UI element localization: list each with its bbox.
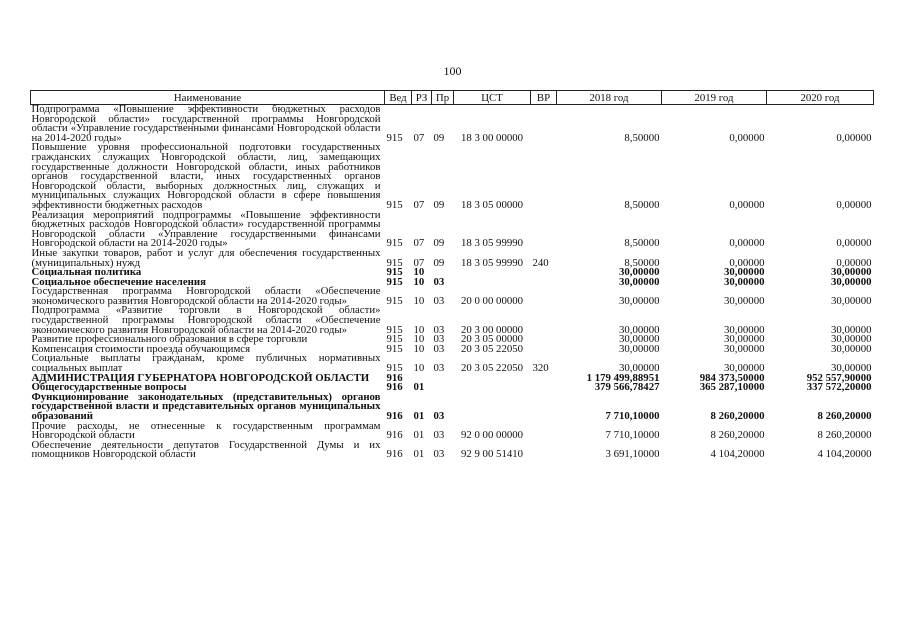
row-cst: 20 0 00 00000 [460, 294, 524, 307]
row-pr: 09 [433, 256, 445, 269]
row-name: Государственная программа Новгородской области «Обеспечение экономического развития Новгородской области на 2014-2020 годы» [31, 285, 381, 307]
row-value-2019: 365 287,10000 [699, 381, 765, 394]
row-ved: 915 [386, 294, 403, 307]
row-pr: 03 [433, 323, 445, 336]
row-ved: 915 [386, 256, 403, 269]
row-pr: 03 [433, 410, 445, 422]
row-vr [531, 211, 557, 249]
row-cst [454, 374, 531, 384]
row-vr [531, 105, 557, 144]
row-value-2018: 8,50000 [624, 237, 660, 250]
row-name: Функционирование законодательных (представительных) органов государственной власти и представительных органов муниципальных образований [31, 390, 381, 422]
row-cst: 20 3 05 22050 [460, 342, 524, 355]
table-body [31, 105, 874, 460]
row-value-2020: 30,00000 [831, 333, 872, 346]
row-value-2019: 30,00000 [724, 275, 765, 288]
row-value-2019: 0,00000 [729, 131, 765, 144]
row-value-2018: 30,00000 [619, 294, 660, 307]
row-pr: 03 [433, 362, 445, 375]
row-ved: 915 [386, 266, 403, 279]
row-cst: 20 3 00 00000 [460, 323, 524, 336]
row-ved: 915 [386, 131, 403, 144]
header-pr: Пр [432, 91, 454, 105]
row-pr: 03 [433, 333, 445, 346]
row-vr [531, 268, 557, 278]
row-ved: 915 [386, 275, 403, 288]
row-rz: 10 [413, 275, 425, 288]
row-name: Повышение уровня профессиональной подготовки государственных гражданских служащих Новгородской области, лиц, замещающих государственные должности Новгородской области, иных работников органов государственной власти, иных государственных органов Новгородской области, выборных должностных лиц, служащих и муниципальных служащих Новгородской области в сфере повышения эффективности бюджетных расходов [31, 141, 381, 211]
row-rz: 07 [413, 256, 425, 269]
row-value-2019: 984 373,50000 [699, 371, 765, 384]
row-pr: 09 [433, 237, 445, 250]
row-rz: 01 [413, 429, 425, 442]
row-value-2019: 30,00000 [724, 342, 765, 355]
row-value-2019: 30,00000 [724, 333, 765, 346]
row-ved: 915 [386, 237, 403, 250]
row-name: Подпрограмма «Повышение эффективности бюджетных расходов Новгородской области» государственной программы Новгородской области «Управление государственными финансами Новгородской области на 2014-2020 годы» [31, 103, 381, 144]
row-vr [531, 345, 557, 355]
row-value-2019: 0,00000 [729, 198, 765, 211]
row-value-2019: 8 260,20000 [710, 429, 765, 442]
row-value-2018: 30,00000 [619, 323, 660, 336]
row-value-2020: 337 572,20000 [806, 381, 872, 394]
header-vr: ВР [531, 91, 557, 105]
row-vr: 320 [532, 362, 549, 375]
row-name: Социальные выплаты гражданам, кроме публичных нормативных социальных выплат [31, 352, 381, 375]
header-ved: Вед [385, 91, 412, 105]
row-rz: 07 [413, 131, 425, 144]
row-cst: 18 3 00 00000 [460, 131, 524, 144]
row-ved: 915 [386, 362, 403, 375]
row-value-2018: 8,50000 [624, 256, 660, 269]
row-value-2020: 8 260,20000 [817, 410, 872, 422]
header-2019: 2019 год [662, 91, 767, 105]
row-value-2020: 0,00000 [836, 237, 872, 250]
row-value-2018: 3 691,10000 [605, 448, 660, 461]
row-rz: 07 [413, 198, 425, 211]
row-name: Иные закупки товаров, работ и услуг для обеспечения государственных (муниципальных) нужд [31, 246, 381, 269]
row-name: Компенсация стоимости проезда обучающимся [31, 342, 251, 355]
row-pr: 09 [433, 131, 445, 144]
row-value-2018: 7 710,10000 [605, 410, 660, 422]
row-value-2020: 30,00000 [831, 362, 872, 375]
row-name: Реализация мероприятий подпрограммы «Повышение эффективности бюджетных расходов Новгородской области» государственной программы Новгородской области «Управление государственными финансами Новгородской области на 2014-2020 годы» [31, 208, 381, 250]
row-pr: 03 [433, 429, 445, 442]
row-value-2020: 30,00000 [831, 294, 872, 307]
row-value-2019: 0,00000 [729, 237, 765, 250]
row-pr [432, 374, 454, 384]
table-row [31, 441, 874, 460]
row-cst: 92 9 00 51410 [460, 448, 524, 461]
row-pr: 03 [433, 342, 445, 355]
row-rz: 10 [413, 323, 425, 336]
row-ved: 916 [386, 371, 403, 384]
row-pr: 03 [433, 294, 445, 307]
row-value-2020: 30,00000 [831, 266, 872, 279]
row-ved: 915 [386, 342, 403, 355]
row-value-2018: 8,50000 [624, 131, 660, 144]
row-rz: 10 [413, 342, 425, 355]
row-cst [454, 393, 531, 422]
row-vr [531, 306, 557, 335]
row-pr: 09 [433, 198, 445, 211]
row-vr [531, 383, 557, 393]
row-value-2018: 30,00000 [619, 333, 660, 346]
row-vr [531, 143, 557, 210]
row-ved: 916 [386, 429, 403, 442]
row-vr [531, 335, 557, 345]
header-rz: РЗ [412, 91, 432, 105]
row-name: АДМИНИСТРАЦИЯ ГУБЕРНАТОРА НОВГОРОДСКОЙ ОБЛАСТИ [31, 371, 370, 384]
row-ved: 915 [386, 198, 403, 211]
row-pr: 03 [433, 448, 445, 461]
row-value-2019: 30,00000 [724, 323, 765, 336]
row-value-2018: 1 179 499,88951 [586, 371, 660, 384]
row-ved: 915 [386, 323, 403, 336]
row-cst: 18 3 05 00000 [460, 198, 524, 211]
row-cst: 18 3 05 99990 [460, 237, 524, 250]
row-value-2019: 30,00000 [724, 362, 765, 375]
row-value-2019: 4 104,20000 [710, 448, 765, 461]
row-vr [531, 287, 557, 306]
row-value-2019: 8 260,20000 [710, 410, 765, 422]
row-name: Социальная политика [31, 266, 142, 279]
row-cst: 20 3 05 00000 [460, 333, 524, 346]
row-name: Подпрограмма «Развитие торговли в Новгородской области» государственной программы Новгородской области «Обеспечение экономического развития Новгородской области на 2014-2020 годы» [31, 304, 381, 336]
row-pr [432, 383, 454, 393]
row-name: Общегосударственные вопросы [31, 381, 187, 394]
row-cst [454, 383, 531, 393]
table-row [31, 354, 874, 373]
row-cst: 18 3 05 99990 [460, 256, 524, 269]
row-value-2020: 0,00000 [836, 198, 872, 211]
row-name: Развитие профессионального образования в сфере торговли [31, 333, 308, 346]
row-rz: 07 [413, 237, 425, 250]
row-vr [531, 278, 557, 288]
row-vr [531, 393, 557, 422]
table-row [31, 211, 874, 249]
row-value-2020: 8 260,20000 [817, 429, 872, 442]
row-name: Прочие расходы, не отнесенные к государственным программам Новгородской области [31, 419, 381, 442]
header-2018: 2018 год [557, 91, 662, 105]
row-rz: 10 [413, 266, 425, 279]
header-name: Наименование [31, 91, 385, 105]
table-row [31, 306, 874, 335]
header-cst: ЦСТ [454, 91, 531, 105]
row-value-2018: 30,00000 [619, 266, 660, 279]
row-ved: 916 [386, 381, 403, 394]
table-row [31, 393, 874, 422]
row-rz: 10 [413, 294, 425, 307]
row-value-2020: 0,00000 [836, 256, 872, 269]
row-value-2018: 8,50000 [624, 198, 660, 211]
row-cst: 20 3 05 22050 [460, 362, 524, 375]
page-number: 100 [443, 64, 462, 78]
row-value-2020: 4 104,20000 [817, 448, 872, 461]
row-value-2018: 30,00000 [619, 342, 660, 355]
row-rz: 01 [413, 410, 425, 422]
table-row [31, 422, 874, 441]
row-value-2019: 30,00000 [724, 266, 765, 279]
row-value-2020: 30,00000 [831, 275, 872, 288]
row-rz: 10 [413, 362, 425, 375]
row-value-2020: 952 557,90000 [806, 371, 872, 384]
row-ved: 915 [386, 333, 403, 346]
table-row [31, 105, 874, 144]
header-2020: 2020 год [767, 91, 874, 105]
row-value-2019: 0,00000 [729, 256, 765, 269]
row-cst [454, 278, 531, 288]
row-ved: 916 [386, 448, 403, 461]
row-value-2020: 0,00000 [836, 131, 872, 144]
row-rz: 10 [413, 333, 425, 346]
row-vr [531, 422, 557, 441]
table-row [31, 143, 874, 210]
row-value-2018: 30,00000 [619, 275, 660, 288]
row-value-2020: 30,00000 [831, 342, 872, 355]
row-value-2018: 7 710,10000 [605, 429, 660, 442]
row-rz: 01 [413, 448, 425, 461]
row-cst [454, 268, 531, 278]
row-value-2018: 30,00000 [619, 362, 660, 375]
row-value-2019: 30,00000 [724, 294, 765, 307]
row-vr [531, 441, 557, 460]
row-name: Социальное обеспечение населения [31, 275, 206, 288]
row-value-2018: 379 566,78427 [594, 381, 660, 394]
row-cst: 92 0 00 00000 [460, 429, 524, 442]
row-vr [531, 374, 557, 384]
row-value-2020: 30,00000 [831, 323, 872, 336]
row-rz: 01 [413, 381, 425, 394]
row-vr: 240 [532, 256, 549, 269]
budget-table [30, 90, 874, 460]
row-ved: 916 [386, 410, 403, 422]
row-pr: 03 [433, 275, 445, 288]
row-name: Обеспечение деятельности депутатов Государственной Думы и их помощников Новгородской области [31, 438, 381, 461]
